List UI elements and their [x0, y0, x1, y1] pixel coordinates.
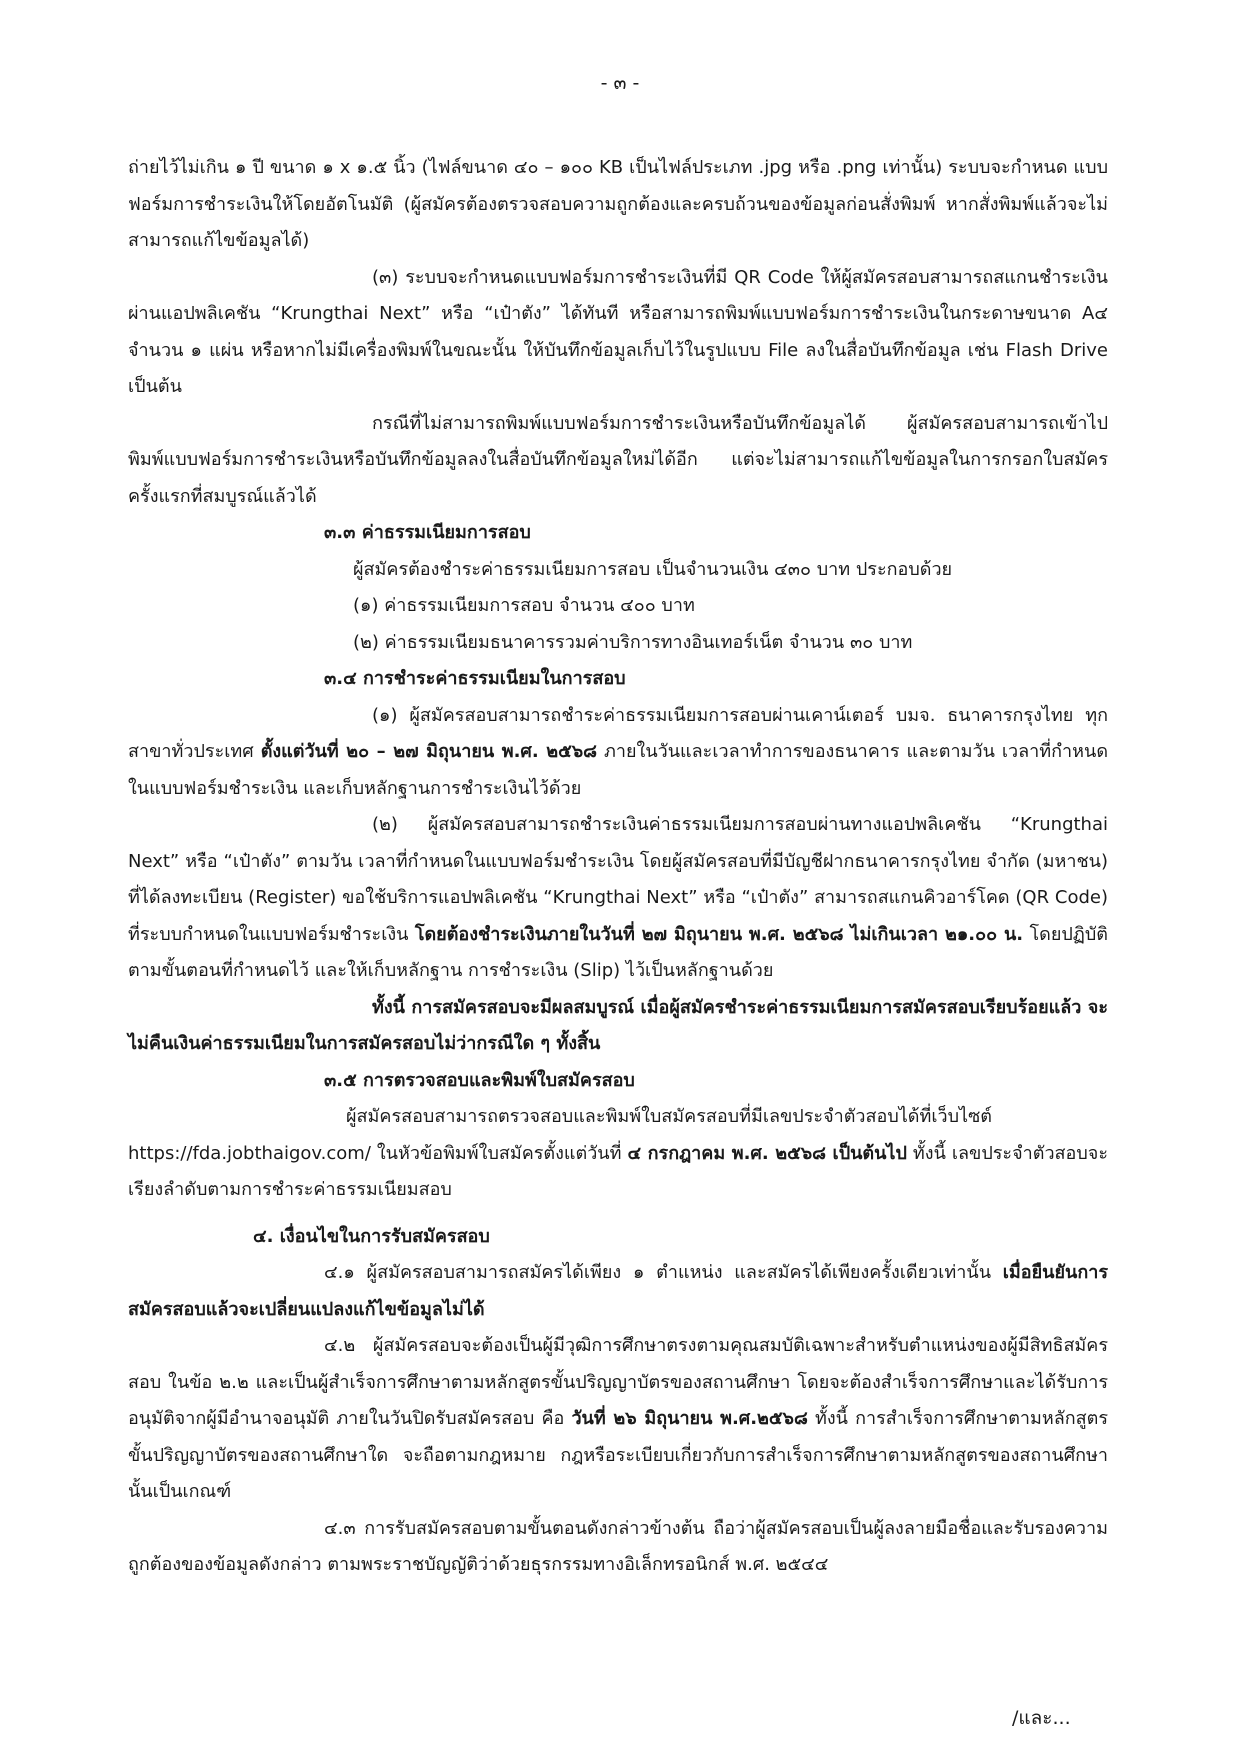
paragraph-photo-upload: ถ่ายไว้ไม่เกิน ๑ ปี ขนาด ๑ x ๑.๕ นิ้ว (ไฟล์ขนาด ๔๐ – ๑๐๐ KB เป็นไฟล์ประเภท .jpg หรือ .png เท่านั้น) ระบบจะกำหนด แบบฟอร์มการชำระเงินให้โดยอัตโนมัติ (ผู้สมัครต้องตรวจสอบความถูกต้องและครบถ้วนของข้อมูลก่อนสั่งพิมพ์ หากสั่งพิมพ์แล้วจะไม่สามารถแก้ไขข้อมูลได้) — [128, 157, 1108, 251]
section-3-4-note: ทั้งนี้ การสมัครสอบจะมีผลสมบูรณ์ เมื่อผู้สมัครชำระค่าธรรมเนียมการสมัครสอบเรียบร้อยแล้ว จะไม่คืนเงินค่าธรรมเนียมในการสมัครสอบไม่ว่ากรณีใด ๆ ทั้งสิ้น — [128, 996, 1108, 1054]
section-4-2 — [128, 1328, 1108, 1511]
section-4-2-text-b: ทั้งนี้ การสำเร็จการศึกษาตามหลักสูตรขั้นปริญญาบัตรของสถานศึกษาใด จะถือตามกฎหมาย กฎหรือระเบียบเกี่ยวกับการสำเร็จการศึกษาตามหลักสูตรของสถานศึกษานั้นเป็นเกณฑ์ — [128, 1408, 1108, 1502]
section-3-4-item-2-deadline: โดยต้องชำระเงินภายในวันที่ ๒๗ มิถุนายน พ.ศ. ๒๕๖๘ ไม่เกินเวลา ๒๑.๐๐ น. — [414, 923, 1024, 945]
section-3-3-item-2: (๒) ค่าธรรมเนียมธนาคารรวมค่าบริการทางอินเทอร์เน็ต จำนวน ๓๐ บาท — [353, 631, 913, 653]
section-3-4-item-1 — [128, 698, 1108, 808]
section-3-5-date: ๔ กรกฎาคม พ.ศ. ๒๕๖๘ เป็นต้นไป — [627, 1142, 907, 1164]
section-3-4-item-2-text-b: โดยปฏิบัติตามขั้นตอนที่กำหนดไว้ และให้เก็บหลักฐาน การชำระเงิน (Slip) ไว้เป็นหลักฐานด้วย — [128, 923, 1108, 981]
section-3-3-intro: ผู้สมัครต้องชำระค่าธรรมเนียมการสอบ เป็นจำนวนเงิน ๔๓๐ บาท ประกอบด้วย — [353, 558, 953, 580]
paragraph-payment-form-qr: (๓) ระบบจะกำหนดแบบฟอร์มการชำระเงินที่มี QR Code ให้ผู้สมัครสอบสามารถสแกนชำระเงินผ่านแอปพลิเคชัน “Krungthai Next” หรือ “เป๋าตัง” ได้ทันที หรือสามารถพิมพ์แบบฟอร์มการชำระเงินในกระดาษขนาด A๔ จำนวน ๑ แผ่น หรือหากไม่มีเครื่องพิมพ์ในขณะนั้น ให้บันทึกข้อมูลเก็บไว้ในรูปแบบ File ลงในสื่อบันทึกข้อมูล เช่น Flash Drive เป็นต้น — [128, 266, 1108, 397]
section-4-1 — [128, 1255, 1108, 1328]
section-3-4-item-2-text-a: (๒) ผู้สมัครสอบสามารถชำระเงินค่าธรรมเนียมการสอบผ่านทางแอปพลิเคชัน “Krungthai Next” หรือ “เป๋าตัง” ตามวัน เวลาที่กำหนดในแบบฟอร์มชำระเงิน โดยผู้สมัครสอบที่มีบัญชีฝากธนาคารกรุงไทย จำกัด (มหาชน) ที่ได้ลงทะเบียน (Register) ขอใช้บริการแอปพลิเคชัน “Krungthai Next” หรือ “เป๋าตัง” สามารถสแกนคิวอาร์โคด (QR Code) ที่ระบบกำหนดในแบบฟอร์มชำระเงิน — [128, 814, 1108, 945]
section-4-1-text: ๔.๑ ผู้สมัครสอบสามารถสมัครได้เพียง ๑ ตำแหน่ง และสมัครได้เพียงครั้งเดียวเท่านั้น — [324, 1262, 1003, 1283]
section-3-4-item-1-text-a: (๑) ผู้สมัครสอบสามารถชำระค่าธรรมเนียมการสอบผ่านเคาน์เตอร์ บมจ. ธนาคารกรุงไทย ทุกสาขาทั่วประเทศ — [128, 704, 1108, 762]
section-4-2-text-a: ๔.๒ ผู้สมัครสอบจะต้องเป็นผู้มีวุฒิการศึกษาตรงตามคุณสมบัติเฉพาะสำหรับตำแหน่งของผู้มีสิทธิสมัครสอบ ในข้อ ๒.๒ และเป็นผู้สำเร็จการศึกษาตามหลักสูตรขั้นปริญญาบัตรของสถานศึกษา โดยจะต้องสำเร็จการศึกษาและได้รับการอนุมัติจากผู้มีอำนาจอนุมัติ ภายในวันปิดรับสมัครสอบ คือ — [128, 1335, 1108, 1429]
document-body — [128, 150, 1108, 1584]
section-4-1-bold: เมื่อยืนยันการสมัครสอบแล้วจะเปลี่ยนแปลงแก้ไขข้อมูลไม่ได้ — [128, 1262, 1108, 1320]
section-3-3-heading: ๓.๓ ค่าธรรมเนียมการสอบ — [324, 522, 531, 543]
section-3-3-item-1: (๑) ค่าธรรมเนียมการสอบ จำนวน ๔๐๐ บาท — [353, 595, 695, 616]
paragraph-reprint-case: กรณีที่ไม่สามารถพิมพ์แบบฟอร์มการชำระเงินหรือบันทึกข้อมูลได้ ผู้สมัครสอบสามารถเข้าไปพิมพ์แบบฟอร์มการชำระเงินหรือบันทึกข้อมูลลงในสื่อบันทึกข้อมูลใหม่ได้อีก แต่จะไม่สามารถแก้ไขข้อมูลในการกรอกใบสมัครครั้งแรกที่สมบูรณ์แล้วได้ — [128, 412, 1108, 507]
section-4-heading: ๔. เงื่อนไขในการรับสมัครสอบ — [253, 1225, 490, 1247]
section-3-4-item-2 — [128, 807, 1108, 990]
section-4-2-date: วันที่ ๒๖ มิถุนายน พ.ศ.๒๕๖๘ — [571, 1408, 808, 1429]
section-4-3: ๔.๓ การรับสมัครสอบตามขั้นตอนดังกล่าวข้างต้น ถือว่าผู้สมัครสอบเป็นผู้ลงลายมือชื่อและรับรองความถูกต้องของข้อมูลดังกล่าว ตามพระราชบัญญัติว่าด้วยธุรกรรมทางอิเล็กทรอนิกส์ พ.ศ. ๒๕๔๔ — [128, 1517, 1108, 1575]
section-3-5-body-text-a: ผู้สมัครสอบสามารถตรวจสอบและพิมพ์ใบสมัครสอบที่มีเลขประจำตัวสอบได้ที่เว็บไซต์ https://fda.jobthaigov.com/ ในหัวข้อพิมพ์ใบสมัครตั้งแต่วันที่ — [128, 1106, 992, 1164]
section-3-4-item-1-date: ตั้งแต่วันที่ ๒๐ – ๒๗ มิถุนายน พ.ศ. ๒๕๖๘ — [260, 741, 598, 762]
section-3-5-body-text-b: ทั้งนี้ เลขประจำตัวสอบจะเรียงลำดับตามการชำระค่าธรรมเนียมสอบ — [128, 1142, 1108, 1200]
section-3-5-body — [128, 1099, 1108, 1209]
footer-continuation: /และ... — [1012, 1707, 1071, 1729]
page-number: - ๓ - — [600, 72, 640, 94]
section-3-4-heading: ๓.๔ การชำระค่าธรรมเนียมในการสอบ — [324, 668, 626, 689]
section-3-4-item-1-text-b: ภายในวันและเวลาทำการของธนาคาร และตามวัน เวลาที่กำหนดในแบบฟอร์มชำระเงิน และเก็บหลักฐานการชำระเงินไว้ด้วย — [128, 741, 1109, 799]
section-3-5-heading: ๓.๕ การตรวจสอบและพิมพ์ใบสมัครสอบ — [324, 1069, 635, 1091]
